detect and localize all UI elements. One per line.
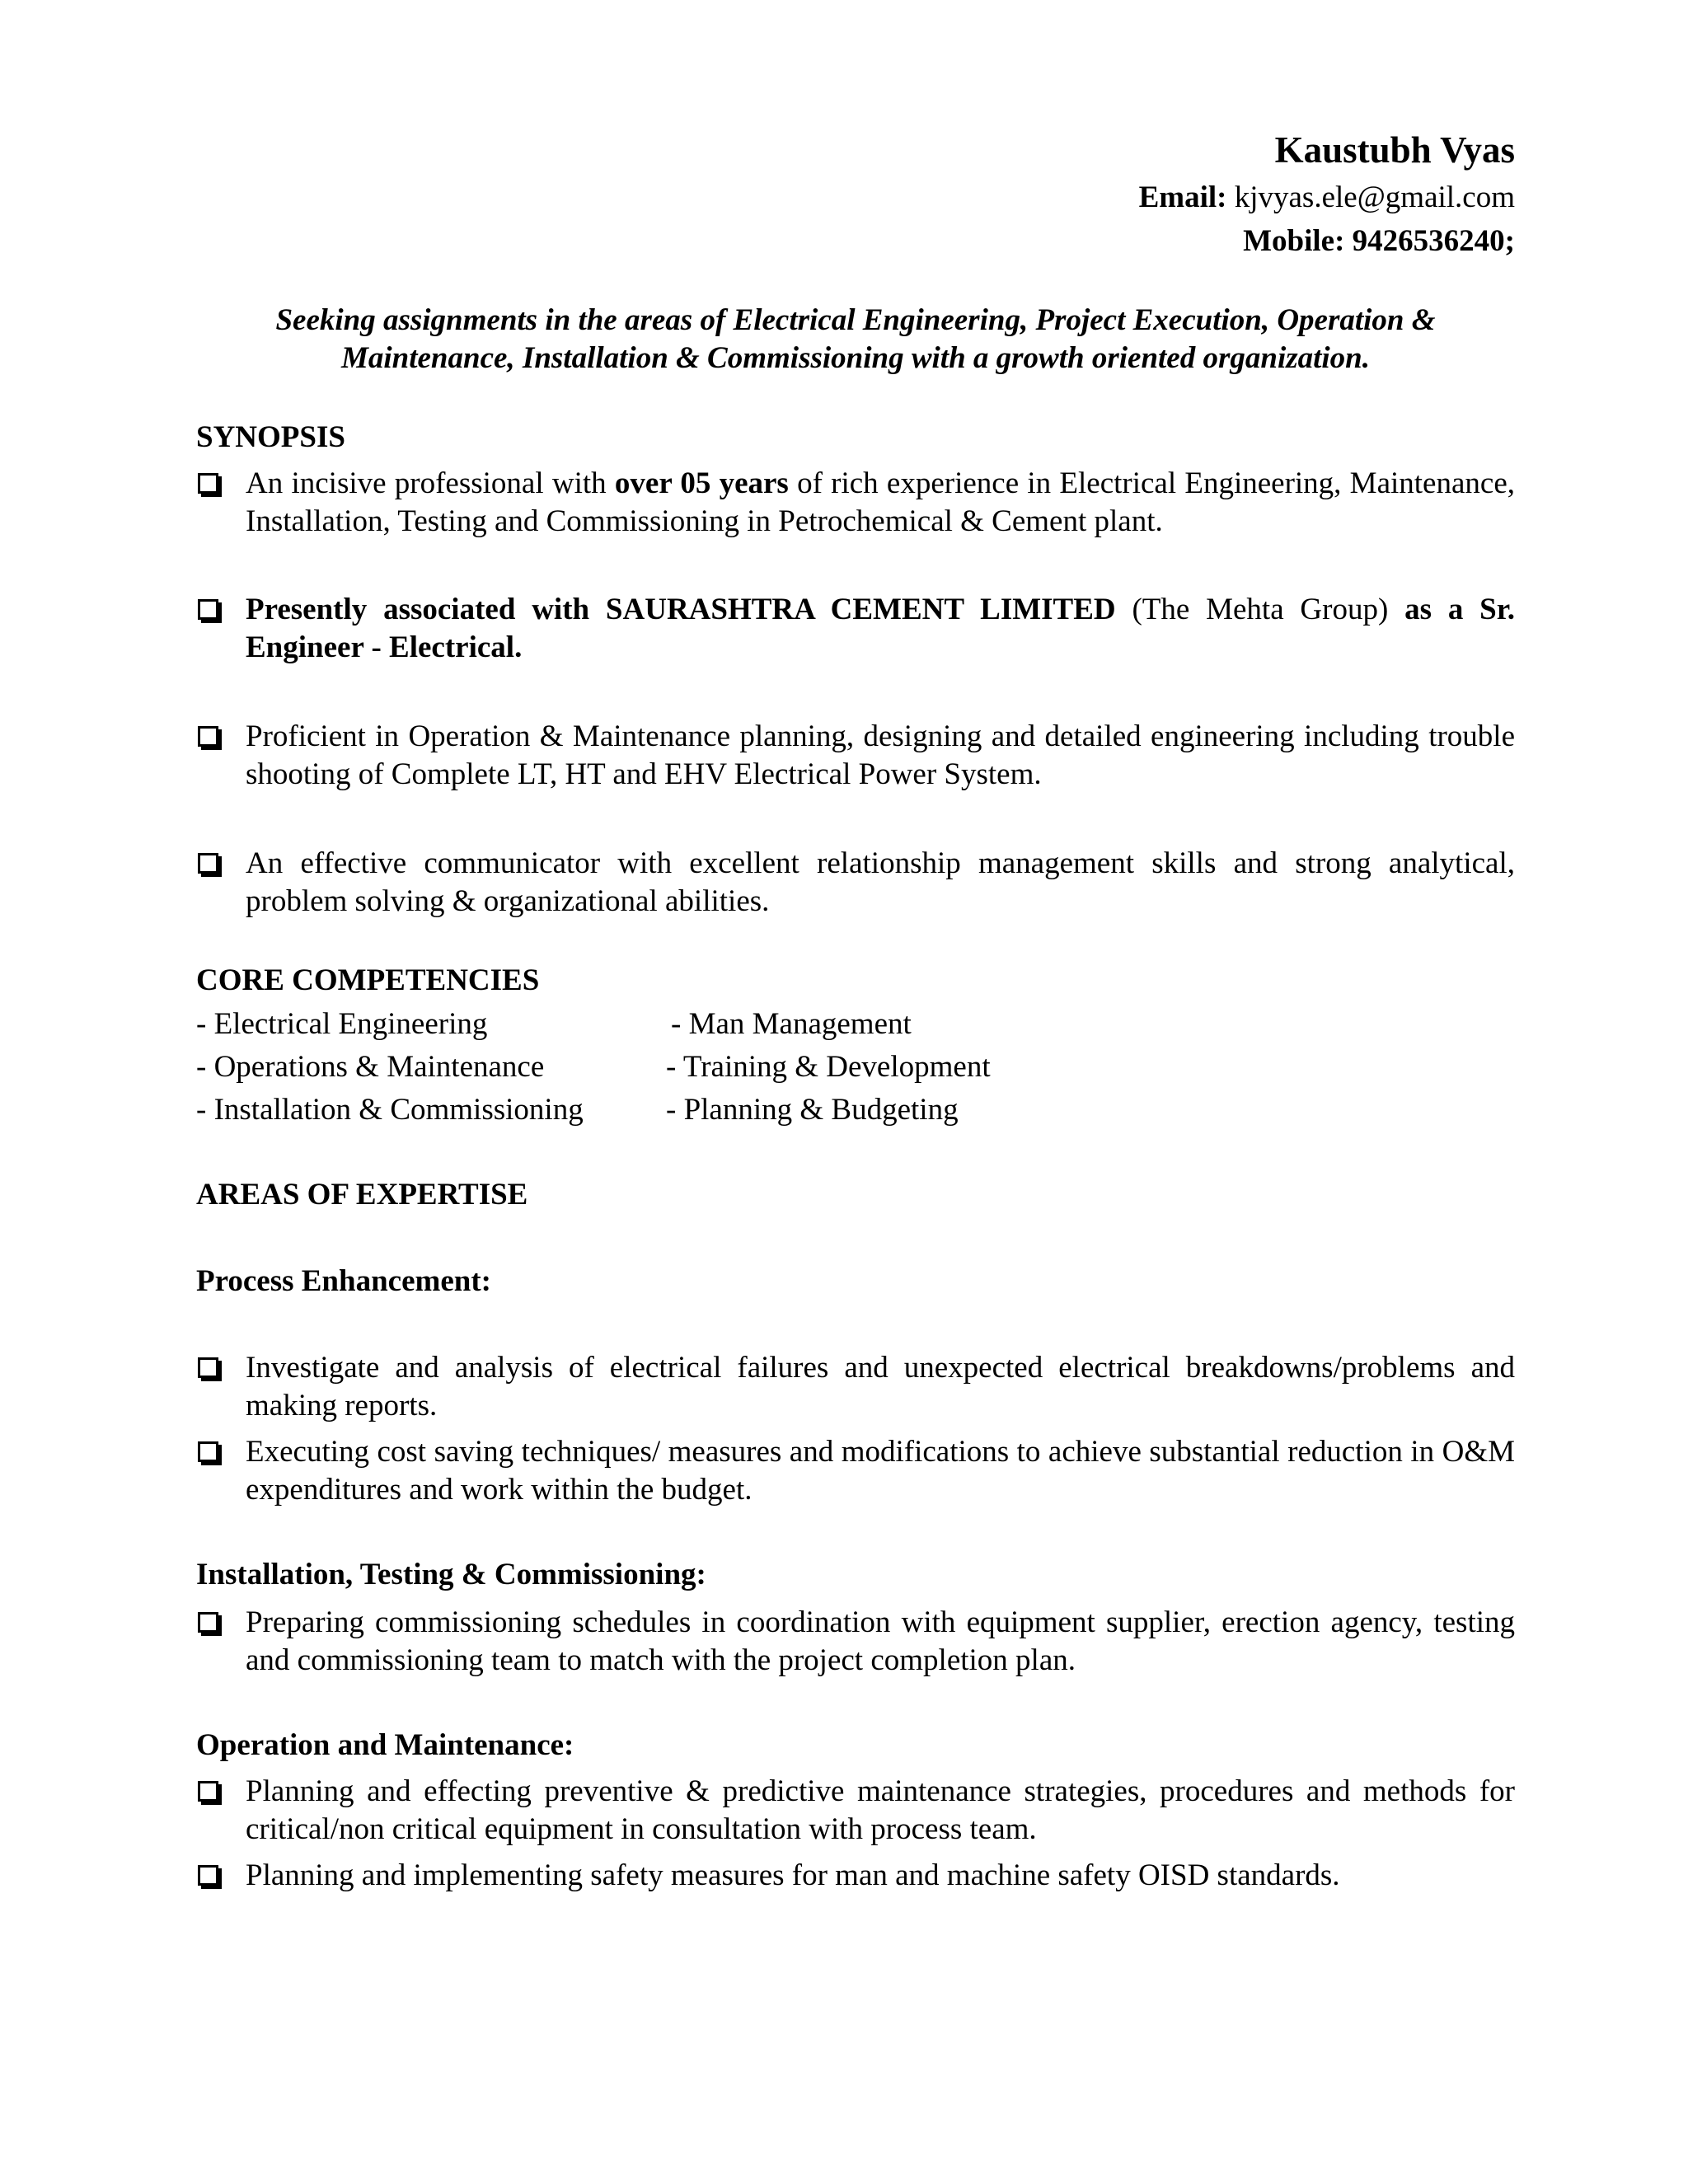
mobile-line: Mobile: 9426536240;: [1243, 224, 1515, 258]
bullet-text: An effective communicator with excellent relationship management skills and strong analytical, problem solving & organizational abilities.: [246, 846, 1515, 918]
installation-heading: Installation, Testing & Commissioning:: [196, 1558, 706, 1591]
checkbox-bullet-icon: [198, 1612, 218, 1633]
core-competencies-heading: CORE COMPETENCIES: [196, 963, 540, 997]
om-bullet-2: [196, 1857, 1515, 1895]
bullet-text: Planning and implementing safety measures for man and machine safety OISD standards.: [246, 1858, 1340, 1892]
process-bullet-1: [196, 1349, 1515, 1425]
bullet-text: Proficient in Operation & Maintenance planning, designing and detailed engineering including trouble shooting of Complete LT, HT and EHV Electrical Power System.: [246, 719, 1515, 791]
competency-item: - Man Management: [671, 1007, 912, 1041]
competency-item: - Operations & Maintenance: [196, 1050, 545, 1084]
synopsis-heading: SYNOPSIS: [196, 420, 345, 454]
checkbox-bullet-icon: [198, 1357, 218, 1378]
synopsis-bullet-1: [196, 465, 1515, 541]
bullet-text: Planning and effecting preventive & predictive maintenance strategies, procedures and methods for critical/non critical equipment in consultation with process team.: [246, 1774, 1515, 1846]
om-bullet-1: [196, 1773, 1515, 1849]
checkbox-bullet-icon: [198, 599, 218, 620]
synopsis-bullet-4: [196, 845, 1515, 921]
email-line: [1139, 180, 1515, 215]
career-objective: Seeking assignments in the areas of Electrical Engineering, Project Execution, Operation & Maintenance, Installation & Commissioning with a growth oriented organization.: [275, 303, 1436, 375]
areas-of-expertise-heading: AREAS OF EXPERTISE: [196, 1178, 528, 1212]
checkbox-bullet-icon: [198, 1865, 218, 1886]
process-enhancement-heading: Process Enhancement:: [196, 1264, 491, 1298]
bullet-text: Investigate and analysis of electrical failures and unexpected electrical breakdowns/problems and making reports.: [246, 1351, 1515, 1422]
synopsis-bullet-3: [196, 718, 1515, 794]
checkbox-bullet-icon: [198, 473, 218, 494]
bullet-text: Presently associated with SAURASHTRA CEMENT LIMITED (The Mehta Group) as a Sr. Engineer - Electrical.: [246, 593, 1515, 664]
bullet-text: Executing cost saving techniques/ measures and modifications to achieve substantial reduction in O&M expenditures and work within the budget.: [246, 1435, 1515, 1507]
checkbox-bullet-icon: [198, 726, 218, 747]
checkbox-bullet-icon: [198, 1781, 218, 1802]
synopsis-bullet-2: [196, 591, 1515, 667]
bullet-text: An incisive professional with over 05 years of rich experience in Electrical Engineering, Maintenance, Installation, Testing and Commissioning in Petrochemical & Cement plant.: [246, 466, 1516, 538]
process-bullet-2: [196, 1433, 1515, 1509]
email-address: kjvyas.ele@gmail.com: [1234, 180, 1515, 214]
checkbox-bullet-icon: [198, 853, 218, 874]
candidate-name: Kaustubh Vyas: [1274, 129, 1515, 171]
competency-item: - Electrical Engineering: [196, 1007, 488, 1041]
competency-item: - Installation & Commissioning: [196, 1093, 584, 1127]
installation-bullet-1: [196, 1604, 1515, 1680]
operation-maintenance-heading: Operation and Maintenance:: [196, 1728, 574, 1762]
email-label: Email:: [1138, 180, 1227, 214]
competency-item: - Planning & Budgeting: [666, 1093, 959, 1127]
competency-item: - Training & Development: [666, 1050, 991, 1084]
checkbox-bullet-icon: [198, 1441, 218, 1462]
bullet-text: Preparing commissioning schedules in coordination with equipment supplier, erection agency, testing and commissioning team to match with the project completion plan.: [246, 1605, 1515, 1677]
